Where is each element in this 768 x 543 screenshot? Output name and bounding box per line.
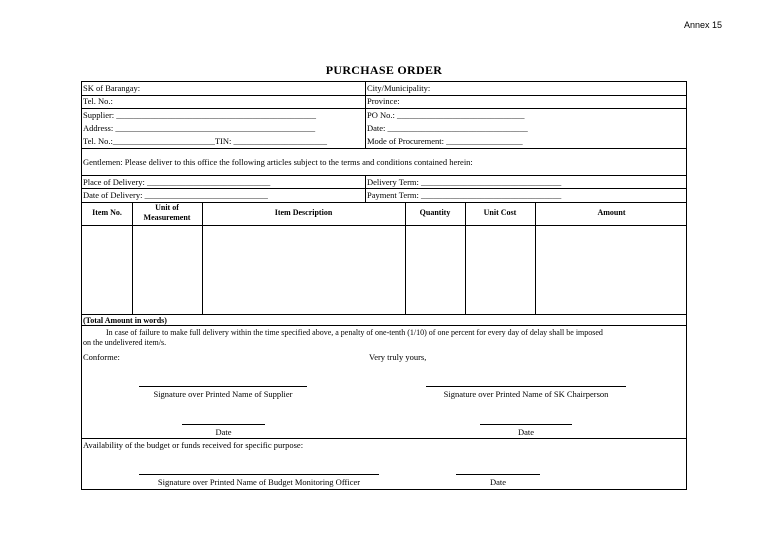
delivery-term-field[interactable]: Delivery Term: _________________________________ <box>367 177 562 187</box>
budget-date-line[interactable] <box>456 474 540 475</box>
col-amount: Amount <box>597 208 626 217</box>
chair-signature-line[interactable] <box>426 386 626 387</box>
chair-date-line[interactable] <box>480 424 572 425</box>
budget-officer-signature-line[interactable] <box>139 474 379 475</box>
col-description: Item Description <box>274 208 333 217</box>
availability-text: Availability of the budget or funds received for specific purpose: <box>83 440 304 450</box>
divider <box>82 108 686 109</box>
col-unit-line2: Measurement <box>143 213 191 222</box>
divider <box>82 188 686 189</box>
very-truly-yours-label: Very truly yours, <box>369 352 427 362</box>
divider <box>82 175 686 176</box>
date-field[interactable]: Date: _________________________________ <box>367 123 528 133</box>
table-header-divider <box>82 225 686 226</box>
purchase-order-form <box>81 81 687 490</box>
col-item-no: Item No. <box>92 208 122 217</box>
column-divider <box>202 202 203 314</box>
col-unit <box>132 203 202 223</box>
province-field[interactable]: Province: <box>367 96 400 106</box>
place-of-delivery-field[interactable]: Place of Delivery: _____________________________ <box>83 177 271 187</box>
supplier-signature-line[interactable] <box>139 386 307 387</box>
divider <box>82 148 686 149</box>
budget-officer-signature-label: Signature over Printed Name of Budget Monitoring Officer <box>157 477 361 487</box>
supplier-date-line[interactable] <box>182 424 265 425</box>
column-divider <box>535 202 536 314</box>
annex-label: Annex 15 <box>683 20 722 30</box>
tel-tin-field[interactable]: Tel. No.:________________________TIN: ______________________ <box>83 136 328 146</box>
divider <box>82 438 686 439</box>
gentlemen-text: Gentlemen: Please deliver to this office the following articles subject to the terms and conditions contained herein: <box>83 157 473 167</box>
col-unit-line1: Unit of <box>155 203 179 212</box>
column-divider <box>465 202 466 314</box>
supplier-field[interactable]: Supplier: _______________________________________________ <box>83 110 317 120</box>
penalty-text-line2: on the undelivered item/s. <box>83 338 167 347</box>
chair-date-label: Date <box>517 427 535 437</box>
tel-field[interactable]: Tel. No.: <box>83 96 113 106</box>
col-unit-cost: Unit Cost <box>483 208 517 217</box>
budget-date-label: Date <box>489 477 507 487</box>
supplier-date-label: Date <box>215 427 232 437</box>
mode-of-procurement-field[interactable]: Mode of Procurement: __________________ <box>367 136 523 146</box>
column-divider <box>405 202 406 314</box>
conforme-label: Conforme: <box>83 352 120 362</box>
city-field[interactable]: City/Municipality: <box>367 83 431 93</box>
divider <box>82 325 686 326</box>
payment-term-field[interactable]: Payment Term: _________________________________ <box>367 190 562 200</box>
page-title: PURCHASE ORDER <box>325 63 443 77</box>
sk-barangay-field[interactable]: SK of Barangay: <box>83 83 141 93</box>
po-number-field[interactable]: PO No.: ______________________________ <box>367 110 525 120</box>
total-amount-words: (Total Amount in words) <box>83 316 167 325</box>
col-quantity: Quantity <box>419 208 451 217</box>
supplier-signature-label: Signature over Printed Name of Supplier <box>153 389 293 399</box>
divider <box>82 314 686 315</box>
date-of-delivery-field[interactable]: Date of Delivery: _____________________________ <box>83 190 268 200</box>
penalty-text-line1: In case of failure to make full delivery within the time specified above, a penalty of one-tenth (1/10) of one percent for every day of delay shall be imposed <box>106 328 603 337</box>
chair-signature-label: Signature over Printed Name of SK Chairperson <box>443 389 609 399</box>
header-divider <box>365 82 366 148</box>
address-field[interactable]: Address: _______________________________________________ <box>83 123 316 133</box>
